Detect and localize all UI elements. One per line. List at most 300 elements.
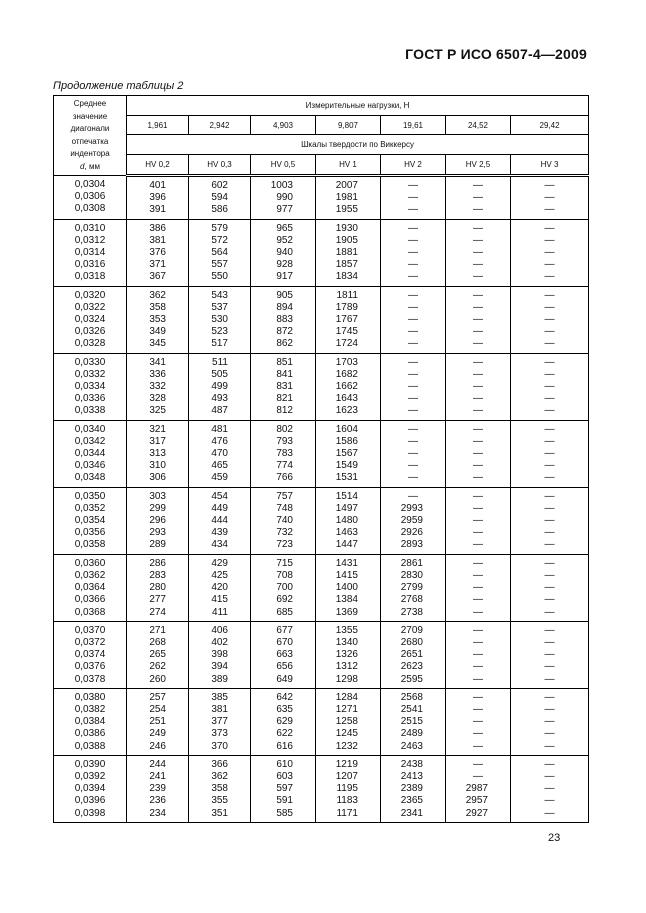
hardness-value: 821 xyxy=(276,393,293,405)
hardness-value: 831 xyxy=(276,381,293,393)
hardness-value: — xyxy=(473,435,483,447)
hardness-value: — xyxy=(544,234,555,246)
hardness-cell xyxy=(251,420,316,487)
hardness-cell xyxy=(316,353,381,420)
hardness-value: 376 xyxy=(149,247,166,259)
hardness-value: 2515 xyxy=(400,716,423,728)
hardness-value: 317 xyxy=(149,435,166,447)
hardness-value: 793 xyxy=(276,435,293,447)
hardness-value: 370 xyxy=(211,740,228,752)
hardness-value: 802 xyxy=(276,423,293,435)
document-code: ГОСТ Р ИСО 6507-4—2009 xyxy=(405,46,587,62)
hardness-value: 289 xyxy=(149,539,166,551)
hardness-value: — xyxy=(473,301,483,313)
hardness-value: 362 xyxy=(149,289,166,301)
hardness-value: 351 xyxy=(211,807,228,819)
hardness-value: 355 xyxy=(211,795,228,807)
diagonal-cell xyxy=(54,219,127,286)
hardness-cell xyxy=(446,286,511,353)
hardness-value: 1531 xyxy=(335,472,358,484)
hardness-value: 366 xyxy=(211,758,228,770)
diagonal-value: 0,0384 xyxy=(74,716,106,728)
hardness-value: 401 xyxy=(149,180,166,191)
hardness-value: 677 xyxy=(276,624,293,636)
hardness-value: — xyxy=(544,716,555,728)
hardness-value: 2709 xyxy=(400,624,423,636)
hardness-value: 1384 xyxy=(335,594,358,606)
hardness-value: 1497 xyxy=(335,502,358,514)
diagonal-value: 0,0306 xyxy=(74,191,106,203)
hardness-value: 2568 xyxy=(400,691,423,703)
hardness-value: — xyxy=(544,661,555,673)
hardness-value: 523 xyxy=(211,326,228,338)
table-body xyxy=(54,176,589,823)
hardness-value: 670 xyxy=(276,636,293,648)
hardness-value: 597 xyxy=(276,783,293,795)
hardness-cell xyxy=(381,219,446,286)
hardness-value: 700 xyxy=(276,582,293,594)
hardness-value: 274 xyxy=(149,606,166,618)
diagonal-value: 0,0356 xyxy=(74,527,106,539)
hardness-value: — xyxy=(473,472,483,484)
hardness-value: 1219 xyxy=(335,758,358,770)
hardness-value: 663 xyxy=(276,649,293,661)
row-header-line: диагонали xyxy=(70,124,110,133)
hardness-value: 251 xyxy=(149,716,166,728)
hardness-cell xyxy=(381,176,446,220)
hardness-value: 454 xyxy=(211,490,228,502)
hardness-value: 434 xyxy=(211,539,228,551)
hardness-value: 336 xyxy=(149,368,166,380)
hardness-value: 1981 xyxy=(335,192,358,204)
hardness-value: 425 xyxy=(211,569,228,581)
hardness-value: — xyxy=(473,234,483,246)
hardness-value: — xyxy=(544,728,555,740)
table-header xyxy=(54,96,589,176)
hardness-value: — xyxy=(408,222,418,234)
hardness-value: 476 xyxy=(211,435,228,447)
table-row-group xyxy=(54,621,589,688)
hardness-value: — xyxy=(544,606,555,618)
hardness-value: 1955 xyxy=(335,204,358,216)
hardness-value: 740 xyxy=(276,515,293,527)
table-row-group xyxy=(54,688,589,755)
diagonal-value: 0,0318 xyxy=(74,271,106,283)
hardness-value: 244 xyxy=(149,758,166,770)
hardness-cell xyxy=(446,621,511,688)
hardness-value: — xyxy=(544,204,555,216)
hardness-cell xyxy=(127,755,189,822)
hardness-value: 493 xyxy=(211,393,228,405)
hardness-value: 1623 xyxy=(335,405,358,417)
hardness-value: 299 xyxy=(149,502,166,514)
hardness-value: 851 xyxy=(276,356,293,368)
hardness-value: — xyxy=(408,368,418,380)
hardness-value: 241 xyxy=(149,770,166,782)
hardness-value: — xyxy=(408,435,418,447)
hardness-value: 2957 xyxy=(465,795,488,807)
hardness-value: 894 xyxy=(276,301,293,313)
hardness-value: 470 xyxy=(211,448,228,460)
hardness-value: — xyxy=(544,807,555,819)
hardness-cell xyxy=(381,554,446,621)
hardness-value: 783 xyxy=(276,448,293,460)
hardness-value: 1171 xyxy=(336,807,358,819)
hardness-value: 2438 xyxy=(400,758,423,770)
hardness-value: — xyxy=(408,356,418,368)
hardness-value: — xyxy=(473,539,483,551)
hardness-value: 872 xyxy=(276,326,293,338)
hardness-value: 1284 xyxy=(335,691,358,703)
hardness-cell xyxy=(127,688,189,755)
hardness-value: 862 xyxy=(276,338,293,350)
hardness-value: 389 xyxy=(211,673,228,685)
hardness-value: 622 xyxy=(276,728,293,740)
table-row-group xyxy=(54,353,589,420)
hardness-value: 732 xyxy=(276,527,293,539)
hardness-value: — xyxy=(473,326,483,338)
hardness-value: — xyxy=(473,515,483,527)
hardness-value: 1312 xyxy=(335,661,358,673)
hardness-value: 303 xyxy=(149,490,166,502)
hardness-value: 1682 xyxy=(335,368,358,380)
scale-header-cell: HV 2 xyxy=(381,155,446,176)
hardness-cell xyxy=(511,487,589,554)
hardness-value: 1789 xyxy=(335,301,358,313)
diagonal-value: 0,0374 xyxy=(74,649,106,661)
hardness-value: 280 xyxy=(149,582,166,594)
hardness-cell xyxy=(127,353,189,420)
hardness-value: — xyxy=(473,527,483,539)
hardness-value: 511 xyxy=(212,356,228,368)
hardness-value: — xyxy=(473,758,483,770)
hardness-value: 1930 xyxy=(335,222,358,234)
hardness-value: — xyxy=(408,460,418,472)
hardness-value: — xyxy=(544,490,555,502)
hardness-value: 262 xyxy=(149,661,166,673)
hardness-value: 420 xyxy=(211,582,228,594)
diagonal-value: 0,0332 xyxy=(74,368,106,380)
hardness-value: — xyxy=(544,448,555,460)
hardness-cell xyxy=(251,554,316,621)
hardness-value: — xyxy=(408,472,418,484)
hardness-cell xyxy=(511,353,589,420)
hardness-value: 246 xyxy=(149,740,166,752)
hardness-cell xyxy=(446,176,511,220)
hardness-value: — xyxy=(544,740,555,752)
hardness-value: 381 xyxy=(211,703,228,715)
hardness-value: — xyxy=(473,356,483,368)
hardness-cell xyxy=(381,621,446,688)
hardness-value: 2541 xyxy=(400,703,423,715)
hardness-value: 537 xyxy=(211,301,228,313)
hardness-table xyxy=(53,95,589,823)
hardness-value: — xyxy=(408,247,418,259)
diagonal-value: 0,0312 xyxy=(74,234,106,246)
diagonal-value: 0,0354 xyxy=(74,515,106,527)
hardness-value: 236 xyxy=(149,795,166,807)
hardness-value: 990 xyxy=(276,192,293,204)
diagonal-value: 0,0310 xyxy=(74,222,106,234)
scale-header-cell: HV 0,2 xyxy=(127,155,189,176)
hardness-cell xyxy=(446,420,511,487)
diagonal-cell xyxy=(54,487,127,554)
hardness-value: — xyxy=(473,661,483,673)
hardness-value: — xyxy=(473,381,483,393)
load-header-cell: 1,961 xyxy=(127,115,189,135)
hardness-value: — xyxy=(544,247,555,259)
hardness-value: 1567 xyxy=(335,448,358,460)
hardness-value: — xyxy=(544,259,555,271)
hardness-value: 928 xyxy=(276,259,293,271)
hardness-value: — xyxy=(544,624,555,636)
hardness-value: — xyxy=(544,795,555,807)
hardness-cell xyxy=(316,176,381,220)
hardness-value: 1245 xyxy=(335,728,358,740)
hardness-value: 371 xyxy=(149,259,166,271)
hardness-value: — xyxy=(473,204,483,216)
hardness-value: 381 xyxy=(149,234,166,246)
hardness-value: 649 xyxy=(276,673,293,685)
hardness-value: 1662 xyxy=(335,381,358,393)
hardness-value: — xyxy=(544,192,555,204)
diagonal-value: 0,0388 xyxy=(74,740,106,752)
hardness-value: 2987 xyxy=(465,783,488,795)
hardness-value: — xyxy=(473,490,483,502)
hardness-value: 1514 xyxy=(335,490,358,502)
hardness-value: 557 xyxy=(211,259,228,271)
hardness-value: 1232 xyxy=(335,740,358,752)
hardness-value: — xyxy=(544,301,555,313)
hardness-cell xyxy=(446,353,511,420)
diagonal-value: 0,0336 xyxy=(74,393,106,405)
hardness-value: 310 xyxy=(149,460,166,472)
hardness-value: 748 xyxy=(276,502,293,514)
hardness-value: — xyxy=(544,289,555,301)
hardness-cell xyxy=(189,487,251,554)
hardness-value: — xyxy=(408,338,418,350)
hardness-cell xyxy=(511,688,589,755)
hardness-value: 1703 xyxy=(335,356,358,368)
hardness-value: 398 xyxy=(211,649,228,661)
hardness-value: 2680 xyxy=(400,636,423,648)
hardness-value: 594 xyxy=(211,192,228,204)
diagonal-cell xyxy=(54,554,127,621)
hardness-value: 579 xyxy=(211,222,228,234)
hardness-value: — xyxy=(473,460,483,472)
hardness-value: 353 xyxy=(149,314,166,326)
hardness-value: 602 xyxy=(211,180,228,191)
hardness-cell xyxy=(381,353,446,420)
hardness-value: — xyxy=(473,448,483,460)
hardness-value: 1745 xyxy=(335,326,358,338)
row-header-line: Среднее xyxy=(73,99,107,108)
diagonal-value: 0,0390 xyxy=(74,758,106,770)
hardness-value: — xyxy=(544,472,555,484)
hardness-value: — xyxy=(544,393,555,405)
page-number: 23 xyxy=(548,832,561,844)
hardness-value: 2341 xyxy=(400,807,423,819)
hardness-value: — xyxy=(408,271,418,283)
scales-row xyxy=(54,155,589,176)
hardness-value: — xyxy=(473,338,483,350)
hardness-value: — xyxy=(473,180,483,191)
hardness-value: 1834 xyxy=(335,271,358,283)
hardness-value: 841 xyxy=(276,368,293,380)
hardness-value: — xyxy=(544,649,555,661)
hardness-value: 1724 xyxy=(335,338,358,350)
hardness-value: 2413 xyxy=(400,770,423,782)
hardness-value: — xyxy=(473,192,483,204)
hardness-cell xyxy=(189,554,251,621)
hardness-value: 564 xyxy=(211,247,228,259)
scale-header-cell: HV 1 xyxy=(316,155,381,176)
hardness-cell xyxy=(316,621,381,688)
hardness-cell xyxy=(511,286,589,353)
hardness-value: — xyxy=(473,271,483,283)
hardness-value: — xyxy=(408,289,418,301)
hardness-value: 1905 xyxy=(335,234,358,246)
hardness-value: — xyxy=(544,783,555,795)
diagonal-cell xyxy=(54,688,127,755)
hardness-value: 1549 xyxy=(335,460,358,472)
hardness-value: 391 xyxy=(149,204,166,216)
hardness-value: 449 xyxy=(211,502,228,514)
hardness-value: 1811 xyxy=(336,289,358,301)
hardness-value: 1415 xyxy=(335,569,358,581)
hardness-cell xyxy=(316,554,381,621)
hardness-cell xyxy=(189,688,251,755)
diagonal-value: 0,0392 xyxy=(74,770,106,782)
hardness-value: — xyxy=(473,740,483,752)
hardness-value: 1355 xyxy=(335,624,358,636)
diagonal-value: 0,0338 xyxy=(74,405,106,417)
hardness-value: — xyxy=(544,569,555,581)
hardness-value: 812 xyxy=(276,405,293,417)
hardness-cell xyxy=(189,621,251,688)
hardness-value: 325 xyxy=(149,405,166,417)
hardness-cell xyxy=(381,487,446,554)
load-header-cell: 29,42 xyxy=(511,115,589,135)
hardness-cell xyxy=(127,621,189,688)
hardness-value: — xyxy=(473,691,483,703)
hardness-value: — xyxy=(544,314,555,326)
hardness-cell xyxy=(189,286,251,353)
diagonal-value: 0,0368 xyxy=(74,606,106,618)
diagonal-value: 0,0340 xyxy=(74,423,106,435)
load-header-cell: 4,903 xyxy=(251,115,316,135)
hardness-value: — xyxy=(544,423,555,435)
hardness-cell xyxy=(511,176,589,220)
diagonal-value: 0,0360 xyxy=(74,557,106,569)
hardness-value: 1340 xyxy=(335,636,358,648)
hardness-value: 2365 xyxy=(400,795,423,807)
hardness-cell xyxy=(189,176,251,220)
hardness-value: — xyxy=(408,490,418,502)
hardness-value: 591 xyxy=(276,795,293,807)
diagonal-value: 0,0334 xyxy=(74,381,106,393)
hardness-value: — xyxy=(544,405,555,417)
hardness-value: 386 xyxy=(149,222,166,234)
diagonal-value: 0,0396 xyxy=(74,795,106,807)
hardness-value: 362 xyxy=(211,770,228,782)
diagonal-value: 0,0320 xyxy=(74,289,106,301)
hardness-value: 952 xyxy=(276,234,293,246)
hardness-value: — xyxy=(473,728,483,740)
hardness-cell xyxy=(316,688,381,755)
hardness-value: 265 xyxy=(149,649,166,661)
hardness-value: — xyxy=(544,180,555,191)
hardness-cell xyxy=(127,286,189,353)
hardness-value: 917 xyxy=(276,271,293,283)
hardness-value: — xyxy=(408,180,418,191)
hardness-value: 257 xyxy=(149,691,166,703)
hardness-value: 1857 xyxy=(335,259,358,271)
hardness-value: — xyxy=(544,368,555,380)
hardness-cell xyxy=(511,755,589,822)
hardness-value: 1480 xyxy=(335,515,358,527)
hardness-value: 249 xyxy=(149,728,166,740)
hardness-value: 260 xyxy=(149,673,166,685)
diagonal-value: 0,0322 xyxy=(74,301,106,313)
row-header-line: d, мм xyxy=(80,161,100,171)
row-header-line: значение xyxy=(72,111,108,121)
hardness-value: 530 xyxy=(211,314,228,326)
hardness-value: 306 xyxy=(149,472,166,484)
hardness-value: 439 xyxy=(211,527,228,539)
diagonal-value: 0,0366 xyxy=(74,594,106,606)
hardness-cell xyxy=(127,176,189,220)
hardness-value: 2389 xyxy=(400,783,423,795)
hardness-value: — xyxy=(473,393,483,405)
hardness-value: 1195 xyxy=(336,783,358,795)
hardness-value: — xyxy=(544,527,555,539)
diagonal-value: 0,0344 xyxy=(74,448,106,460)
diagonal-value: 0,0304 xyxy=(74,179,106,190)
hardness-value: — xyxy=(408,405,418,417)
hardness-value: — xyxy=(473,606,483,618)
hardness-cell xyxy=(316,286,381,353)
hardness-cell xyxy=(381,420,446,487)
diagonal-value: 0,0316 xyxy=(74,259,106,271)
hardness-value: 349 xyxy=(149,326,166,338)
hardness-cell xyxy=(189,755,251,822)
hardness-cell xyxy=(251,487,316,554)
hardness-value: — xyxy=(473,703,483,715)
hardness-value: — xyxy=(408,301,418,313)
hardness-cell xyxy=(251,286,316,353)
hardness-value: 465 xyxy=(211,460,228,472)
diagonal-value: 0,0378 xyxy=(74,673,106,685)
hardness-value: 1447 xyxy=(335,539,358,551)
hardness-value: 271 xyxy=(149,624,166,636)
hardness-value: 358 xyxy=(149,301,166,313)
diagonal-value: 0,0314 xyxy=(74,247,106,259)
hardness-value: 268 xyxy=(149,636,166,648)
hardness-cell xyxy=(316,755,381,822)
hardness-value: 723 xyxy=(276,539,293,551)
hardness-value: 1604 xyxy=(335,423,358,435)
hardness-value: 293 xyxy=(149,527,166,539)
hardness-value: 1369 xyxy=(335,606,358,618)
diagonal-value: 0,0358 xyxy=(74,539,106,551)
hardness-value: — xyxy=(473,259,483,271)
hardness-cell xyxy=(251,621,316,688)
hardness-value: 642 xyxy=(276,691,293,703)
hardness-cell xyxy=(511,621,589,688)
table-row-group xyxy=(54,755,589,822)
hardness-value: 586 xyxy=(211,204,228,216)
